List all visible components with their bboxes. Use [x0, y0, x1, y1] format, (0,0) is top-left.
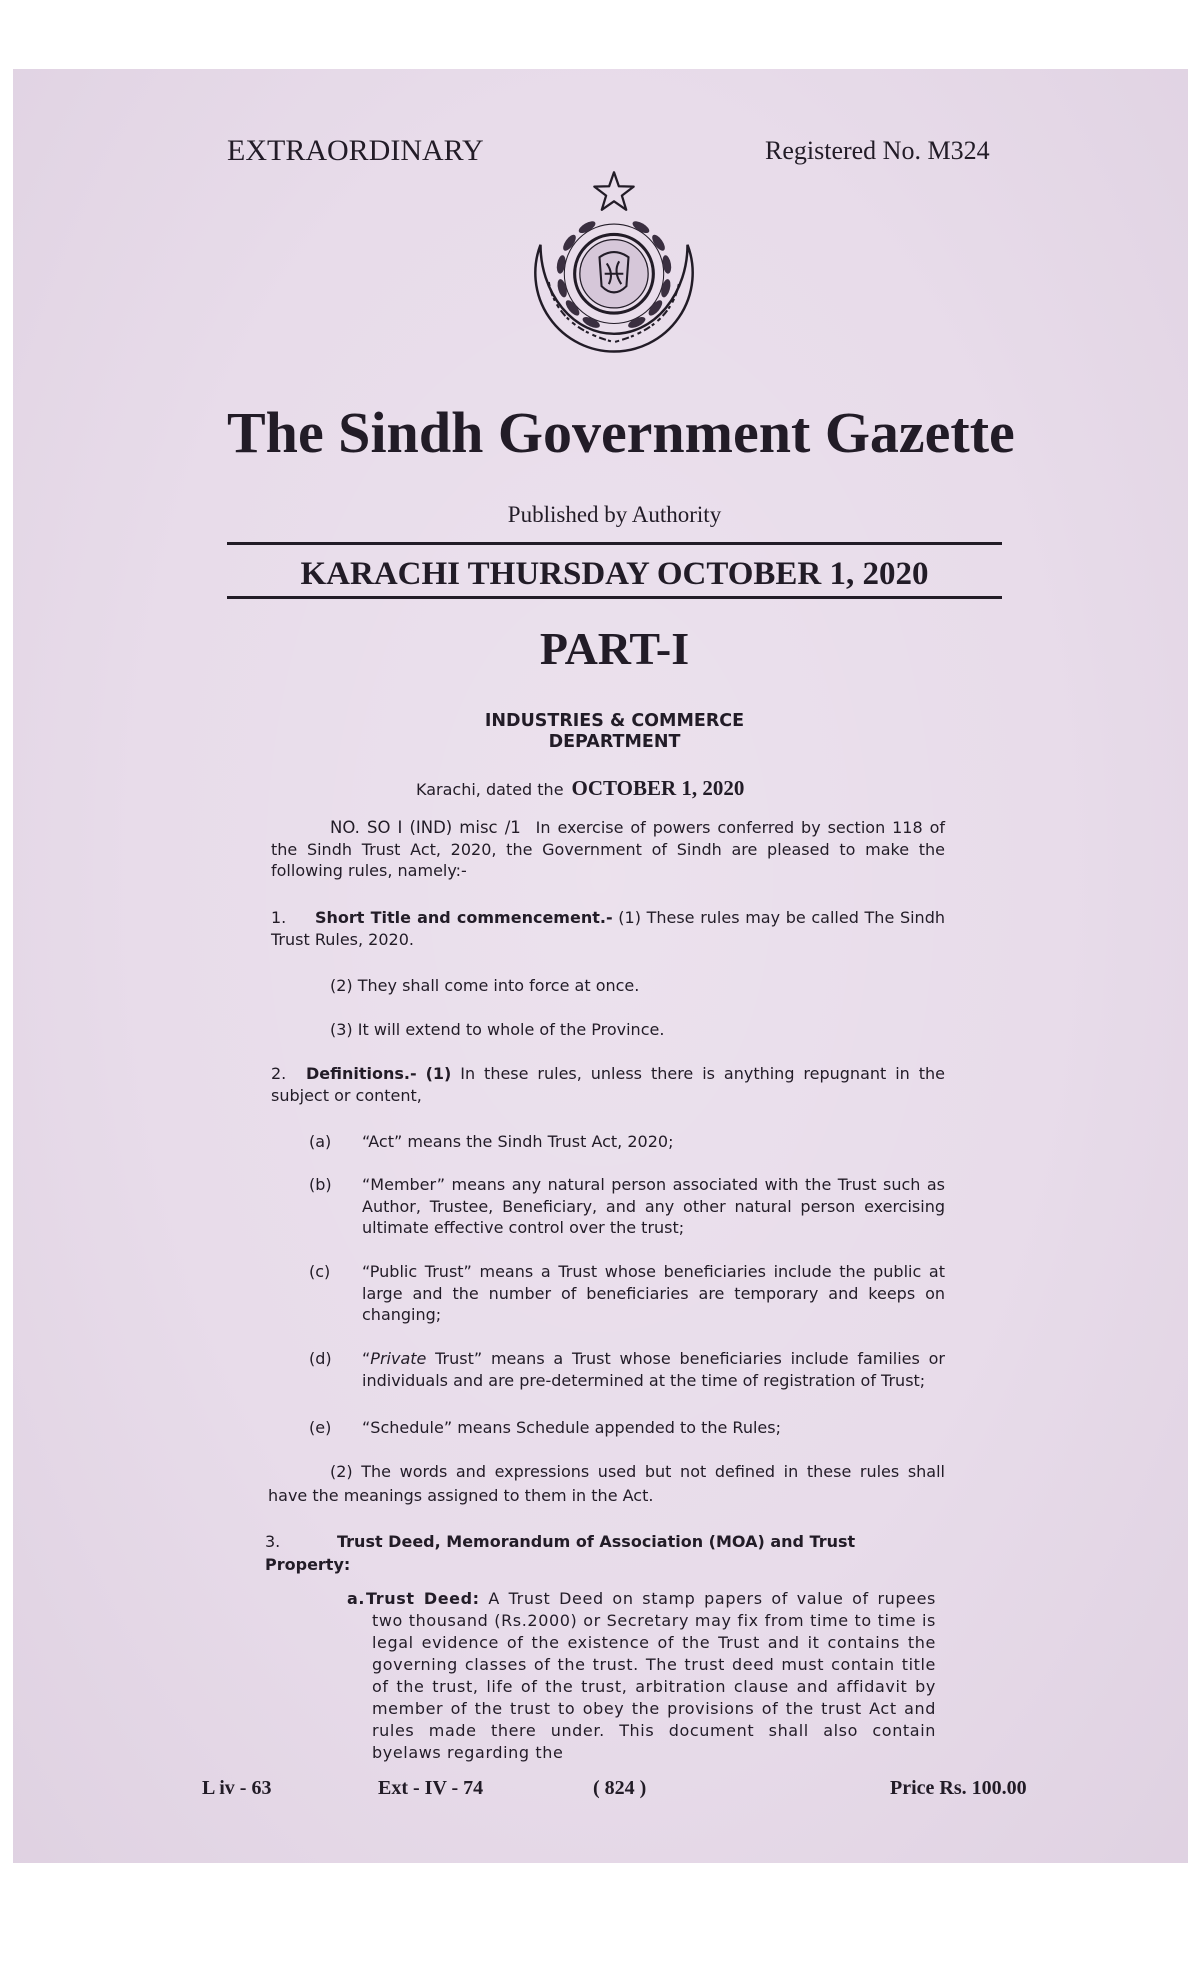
definition-text — [362, 1348, 945, 1391]
definition-text: “Schedule” means Schedule appended to the Rules; — [362, 1417, 781, 1437]
footer-price: Price Rs. 100.00 — [890, 1776, 1027, 1799]
notification-number: NO. SO I (IND) misc /1 — [330, 818, 521, 837]
definition-label: (c) — [309, 1262, 331, 1281]
dated-prefix: Karachi, dated the — [416, 780, 564, 799]
page-footer — [202, 1775, 1034, 1801]
definition-label: (a) — [309, 1132, 332, 1151]
clause-a — [347, 1588, 936, 1764]
preamble-text: In exercise of powers conferred by section 118 of the Sindh Trust Act, 2020, the Government of Sindh are pleased to make the following rules, namely:- — [271, 818, 945, 880]
definition-text: “Act” means the Sindh Trust Act, 2020; — [362, 1132, 674, 1151]
footer-extraordinary-number: Ext - IV - 74 — [378, 1776, 484, 1799]
footer-volume: L iv - 63 — [202, 1776, 272, 1799]
definition-item — [309, 1261, 945, 1326]
department-name: INDUSTRIES & COMMERCE — [484, 711, 745, 731]
rule-1-sub-1: (1) These rules may be called The Sindh Trust Rules, 2020. — [271, 908, 945, 949]
definition-label: (b) — [309, 1175, 332, 1194]
definition-item — [309, 1174, 945, 1239]
rule-3 — [265, 1530, 945, 1576]
rule-2-sub-1: In these rules, unless there is anything repugnant in the subject or content, — [271, 1064, 945, 1105]
rule-heading: Trust Deed, Memorandum of Association (MOA) and Trust Property: — [265, 1531, 856, 1574]
part-heading: PART-I — [539, 623, 690, 674]
rule-number: 2. — [271, 1064, 287, 1083]
edition-label: EXTRAORDINARY — [227, 134, 484, 167]
rule-1 — [271, 907, 945, 950]
dated-line — [416, 776, 744, 802]
definition-term: Private — [370, 1349, 427, 1368]
rule-2-sub-1-label: (1) — [425, 1064, 452, 1083]
definition-text: “Member” means any natural person associated with the Trust such as Author, Trustee, Beneficiary, and any other natural person exercising ultimate effective control over the trust; — [362, 1175, 945, 1237]
dated-date: OCTOBER 1, 2020 — [571, 776, 745, 800]
registration-number: Registered No. M324 — [765, 136, 990, 165]
clause-heading: Trust Deed: — [366, 1588, 480, 1608]
rule-number: 3. — [265, 1531, 281, 1551]
rule-heading: Short Title and commencement.- — [315, 908, 613, 927]
definition-label: (d) — [309, 1349, 332, 1368]
definition-body: Trust” means a Trust whose beneficiaries include families or individuals and are pre-determined at the time of registration of Trust; — [362, 1349, 945, 1390]
rule-heading: Definitions.- — [306, 1064, 417, 1083]
sindh-government-emblem — [526, 170, 702, 362]
rule-number: 1. — [271, 908, 287, 927]
clause-text: A Trust Deed on stamp papers of value of rupees two thousand (Rs.2000) or Secretary may fix from time to time is legal evidence of the existence of the Trust and it contains the governing classes of the trust. The trust deed must contain title of the trust, life of the trust, arbitration clause and affidavit by member of the trust to obey the provisions of the trust Act and rules made there under. This document shall also contain byelaws regarding the — [372, 1588, 936, 1762]
footer-page-number: ( 824 ) — [593, 1776, 647, 1799]
masthead-rule-bottom — [227, 596, 1002, 599]
preamble-paragraph — [271, 817, 945, 882]
rule-2-sub-2: (2) The words and expressions used but not defined in these rules shall have the meanings assigned to them in the Act. — [268, 1461, 945, 1505]
dateline: KARACHI THURSDAY OCTOBER 1, 2020 — [300, 556, 929, 592]
published-by-line: Published by Authority — [507, 502, 722, 527]
rule-1-sub-3: (3) It will extend to whole of the Province. — [330, 1020, 665, 1039]
clause-label: a. — [347, 1588, 366, 1608]
rule-2 — [271, 1063, 945, 1106]
masthead-rule-top — [227, 542, 1002, 545]
gazette-title: The Sindh Government Gazette — [227, 400, 1015, 465]
definition-item — [309, 1417, 945, 1439]
definition-label: (e) — [309, 1417, 332, 1437]
definition-item — [309, 1131, 945, 1153]
rule-1-sub-2: (2) They shall come into force at once. — [330, 976, 640, 995]
gazette-body — [202, 817, 1034, 1801]
department-label: DEPARTMENT — [548, 732, 681, 752]
quote-open: “ — [362, 1349, 371, 1368]
emblem-star-icon — [594, 172, 633, 209]
definition-text: “Public Trust” means a Trust whose beneficiaries include the public at large and the number of beneficiaries are temporary and keeps on changing; — [362, 1262, 945, 1324]
definition-item — [309, 1348, 945, 1391]
